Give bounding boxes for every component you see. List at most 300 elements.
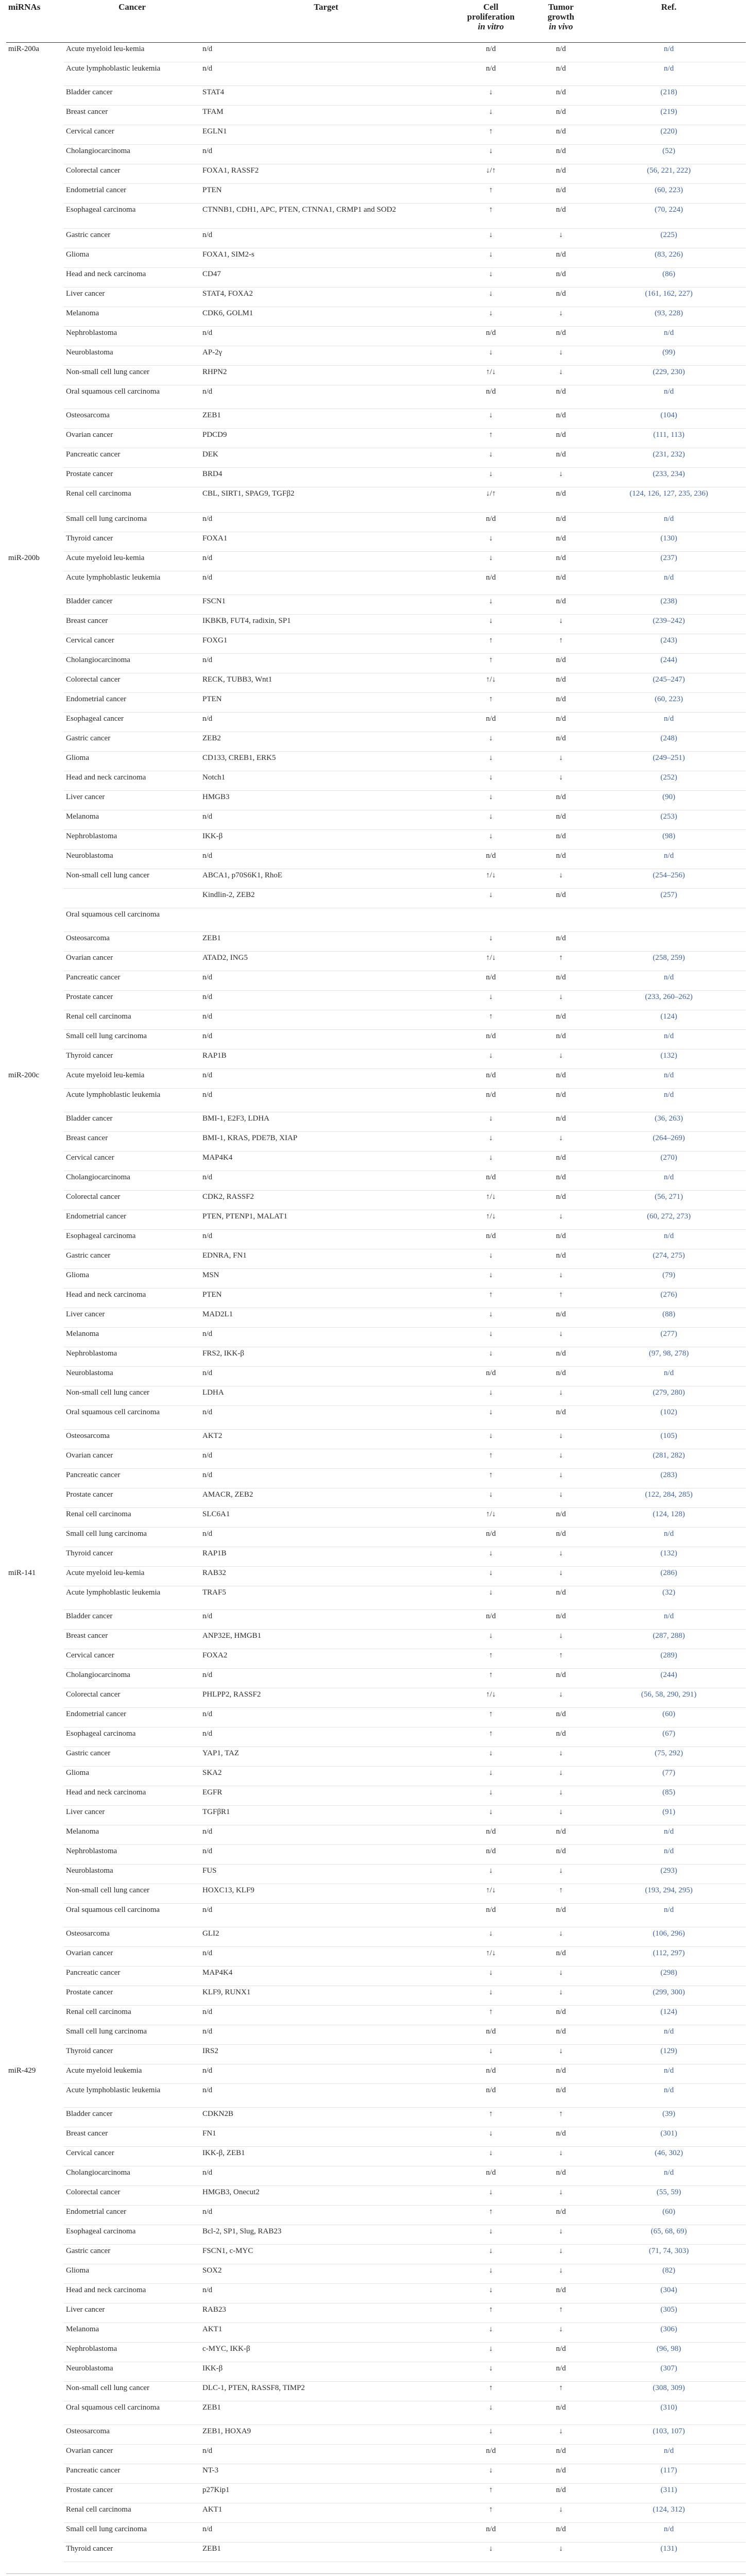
cell-mirna [6,1630,64,1649]
cell-tumor-growth: n/d [530,1825,592,1845]
cell-tumor-growth: ↑ [530,1289,592,1308]
cell-proliferation: ↑/↓ [452,1688,530,1708]
cell-proliferation: ↓ [452,1430,530,1449]
cell-target: PTEN, PTENP1, MALAT1 [200,1210,452,1230]
header-cell-proliferation [452,0,530,43]
cell-proliferation: ↑ [452,2382,530,2401]
cell-cancer: Osteosarcoma [64,932,200,952]
cell-mirna [6,1747,64,1767]
cell-cancer: Esophageal carcinoma [64,204,200,229]
table-row [6,2108,746,2127]
cell-ref: (98) [592,830,746,850]
table-row [6,1430,746,1449]
table-row [6,2523,746,2543]
cell-tumor-growth: n/d [530,571,592,595]
cell-target: RAP1B [200,1547,452,1567]
cell-target: n/d [200,2523,452,2543]
cell-ref: (193, 294, 295) [592,1884,746,1904]
table-row [6,595,746,615]
table-row [6,1708,746,1727]
cell-tumor-growth: n/d [530,1191,592,1210]
cell-cancer: Gastric cancer [64,2245,200,2264]
cell-ref: (220) [592,125,746,145]
cell-cancer: Acute lymphoblastic leukemia [64,1089,200,1112]
cell-tumor-growth: n/d [530,1610,592,1630]
cell-mirna [6,1210,64,1230]
cell-proliferation: ↓ [452,1308,530,1328]
cell-mirna [6,615,64,634]
cell-tumor-growth: n/d [530,971,592,991]
cell-tumor-growth: ↑ [530,2303,592,2323]
cell-mirna [6,1308,64,1328]
cell-mirna [6,468,64,487]
cell-tumor-growth: n/d [530,248,592,268]
cell-cancer: Small cell lung carcinoma [64,513,200,532]
cell-ref: n/d [592,1904,746,1927]
cell-cancer: Oral squamous cell carcinoma [64,1406,200,1430]
cell-target: CDKN2B [200,2108,452,2127]
table-row [6,1806,746,1825]
cell-target: ZEB1, HOXA9 [200,2425,452,2445]
cell-tumor-growth: ↓ [530,2186,592,2206]
cell-target: n/d [200,810,452,830]
cell-cancer: Oral squamous cell carcinoma [64,1904,200,1927]
cell-tumor-growth: n/d [530,2484,592,2503]
cell-cancer: Acute lymphoblastic leukemia [64,2084,200,2108]
table-row [6,2343,746,2362]
cell-mirna [6,2245,64,2264]
cell-cancer: Head and neck carcinoma [64,1289,200,1308]
table-row [6,2543,746,2562]
cell-tumor-growth: n/d [530,204,592,229]
cell-target: n/d [200,1367,452,1386]
cell-cancer: Liver cancer [64,791,200,810]
cell-cancer: Non-small cell lung cancer [64,1386,200,1406]
cell-tumor-growth: ↓ [530,771,592,791]
cell-target: TGFβR1 [200,1806,452,1825]
cell-cancer: Prostate cancer [64,1986,200,2006]
cell-target: n/d [200,971,452,991]
cell-cancer: Ovarian cancer [64,952,200,971]
cell-target: FUS [200,1865,452,1884]
cell-mirna [6,1406,64,1430]
cell-cancer: Pancreatic cancer [64,971,200,991]
cell-cancer: Cervical cancer [64,1151,200,1171]
cell-tumor-growth: n/d [530,2362,592,2382]
table-row [6,634,746,654]
cell-target: n/d [200,2084,452,2108]
header-prolif-line1: Cell [483,2,499,12]
cell-proliferation: ↑ [452,1649,530,1669]
cell-proliferation: n/d [452,1230,530,1249]
cell-ref: (60, 223) [592,184,746,204]
table-row [6,2425,746,2445]
cell-cancer: Non-small cell lung cancer [64,2382,200,2401]
cell-target: ZEB1 [200,2401,452,2425]
cell-mirna [6,1112,64,1132]
table-row [6,713,746,732]
cell-tumor-growth: ↓ [530,2264,592,2284]
table-row [6,850,746,869]
cell-proliferation: ↑ [452,1469,530,1488]
cell-ref: (36, 263) [592,1112,746,1132]
cell-ref: (233, 260–262) [592,991,746,1010]
cell-ref: (238) [592,595,746,615]
cell-tumor-growth: n/d [530,889,592,908]
cell-proliferation: ↑ [452,2503,530,2523]
cell-ref: (70, 224) [592,204,746,229]
cell-tumor-growth: n/d [530,1010,592,1030]
cell-proliferation: ↓ [452,2147,530,2166]
table-row [6,513,746,532]
cell-target: PHLPP2, RASSF2 [200,1688,452,1708]
cell-mirna [6,654,64,673]
cell-ref: (90) [592,791,746,810]
cell-proliferation: n/d [452,1171,530,1191]
cell-mirna [6,532,64,552]
cell-cancer: Pancreatic cancer [64,2464,200,2484]
cell-ref: (39) [592,2108,746,2127]
cell-ref: (75, 292) [592,1747,746,1767]
cell-mirna [6,2127,64,2147]
cell-target: ZEB1 [200,932,452,952]
cell-proliferation: n/d [452,1030,530,1049]
cell-mirna [6,2084,64,2108]
cell-mirna [6,952,64,971]
cell-tumor-growth: ↑ [530,952,592,971]
cell-cancer: Esophageal carcinoma [64,1727,200,1747]
table-row [6,1610,746,1630]
cell-target: KLF9, RUNX1 [200,1986,452,2006]
table-row [6,1488,746,1508]
cell-target: c-MYC, IKK-β [200,2343,452,2362]
cell-target: EDNRA, FN1 [200,1249,452,1269]
cell-ref: (99) [592,346,746,366]
cell-mirna [6,2025,64,2045]
table-row [6,1967,746,1986]
cell-target: n/d [200,1230,452,1249]
table-row [6,1469,746,1488]
table-row [6,1649,746,1669]
cell-mirna [6,810,64,830]
cell-mirna: miR-200b [8,553,40,562]
cell-target: MSN [200,1269,452,1289]
cell-cancer: Cholangiocarcinoma [64,1171,200,1191]
cell-tumor-growth: ↓ [530,1469,592,1488]
cell-proliferation: ↓ [452,287,530,307]
cell-target: IRS2 [200,2045,452,2064]
cell-ref: (257) [592,889,746,908]
cell-ref: n/d [592,1528,746,1547]
cell-cancer: Osteosarcoma [64,2425,200,2445]
cell-target: EGFR [200,1786,452,1806]
cell-proliferation: ↓ [452,145,530,164]
cell-target: n/d [200,1030,452,1049]
cell-proliferation: ↓ [452,615,530,634]
cell-proliferation: ↓ [452,106,530,125]
cell-tumor-growth [530,908,592,932]
cell-target: n/d [200,327,452,346]
cell-proliferation: ↓ [452,1567,530,1586]
table-row [6,1884,746,1904]
cell-ref: n/d [592,971,746,991]
table-row [6,1269,746,1289]
header-prolif-line3: in vitro [477,22,504,31]
cell-proliferation: ↑ [452,2206,530,2225]
cell-mirna [6,2425,64,2445]
table-row [6,307,746,327]
cell-cancer: Acute myeloid leu-kemia [64,43,200,62]
cell-target: Kindlin-2, ZEB2 [200,889,452,908]
cell-ref: (293) [592,1865,746,1884]
cell-cancer: Cholangiocarcinoma [64,2166,200,2186]
cell-target: SLC6A1 [200,1508,452,1528]
cell-tumor-growth: n/d [530,732,592,752]
cell-target: Notch1 [200,771,452,791]
cell-tumor-growth: n/d [530,448,592,468]
cell-cancer: Pancreatic cancer [64,1469,200,1488]
cell-mirna [6,409,64,429]
cell-cancer: Pancreatic cancer [64,1967,200,1986]
cell-cancer: Esophageal carcinoma [64,2225,200,2245]
cell-proliferation: ↑ [452,125,530,145]
cell-proliferation: n/d [452,385,530,409]
cell-ref: (239–242) [592,615,746,634]
table-row [6,1927,746,1947]
cell-target: n/d [200,229,452,248]
cell-target: MAD2L1 [200,1308,452,1328]
cell-ref: (124, 126, 127, 235, 236) [592,487,746,513]
cell-ref: n/d [592,513,746,532]
cell-mirna [6,693,64,713]
table-row [6,248,746,268]
cell-proliferation: ↓ [452,2323,530,2343]
cell-proliferation: ↓ [452,1132,530,1151]
cell-target: p27Kip1 [200,2484,452,2503]
cell-mirna [6,869,64,889]
cell-mirna [6,1967,64,1986]
cell-mirna [6,346,64,366]
cell-mirna [6,1469,64,1488]
cell-proliferation: n/d [452,1610,530,1630]
cell-ref: (274, 275) [592,1249,746,1269]
cell-cancer: Melanoma [64,2323,200,2343]
cell-proliferation: ↓ [452,1406,530,1430]
cell-target: PTEN [200,693,452,713]
cell-cancer: Thyroid cancer [64,2543,200,2562]
cell-proliferation: ↓ [452,2186,530,2206]
cell-target: AKT2 [200,1430,452,1449]
table-row [6,1230,746,1249]
cell-cancer: Osteosarcoma [64,409,200,429]
cell-ref: (245–247) [592,673,746,693]
cell-target: BMI-1, KRAS, PDE7B, XIAP [200,1132,452,1151]
cell-target: n/d [200,1845,452,1865]
cell-tumor-growth: ↓ [530,1865,592,1884]
cell-cancer: Glioma [64,1269,200,1289]
cell-mirna [6,385,64,409]
cell-ref: (105) [592,1430,746,1449]
cell-cancer: Thyroid cancer [64,1547,200,1567]
cell-tumor-growth: ↓ [530,346,592,366]
cell-ref: (253) [592,810,746,830]
cell-target: GLI2 [200,1927,452,1947]
cell-proliferation: ↓ [452,409,530,429]
cell-ref: (287, 288) [592,1630,746,1649]
cell-mirna [6,2543,64,2562]
cell-cancer: Ovarian cancer [64,429,200,448]
cell-ref: (96, 98) [592,2343,746,2362]
cell-target: AMACR, ZEB2 [200,1488,452,1508]
cell-mirna [6,908,64,932]
cell-tumor-growth: ↓ [530,1210,592,1230]
cell-cancer: Non-small cell lung cancer [64,1884,200,1904]
cell-mirna [6,1986,64,2006]
cell-ref: n/d [592,1030,746,1049]
cell-mirna [6,1845,64,1865]
cell-target: HOXC13, KLF9 [200,1884,452,1904]
cell-proliferation: ↓ [452,1386,530,1406]
cell-mirna [6,106,64,125]
cell-target: SKA2 [200,1767,452,1786]
cell-tumor-growth: n/d [530,2523,592,2543]
cell-target: CBL, SIRT1, SPAG9, TGFβ2 [200,487,452,513]
cell-target: n/d [200,2025,452,2045]
cell-proliferation: n/d [452,971,530,991]
cell-proliferation: n/d [452,2084,530,2108]
cell-ref: (97, 98, 278) [592,1347,746,1367]
table-row [6,2264,746,2284]
cell-ref: (244) [592,654,746,673]
cell-tumor-growth: ↓ [530,1449,592,1469]
cell-target: ABCA1, p70S6K1, RhoE [200,869,452,889]
cell-tumor-growth: ↓ [530,2245,592,2264]
cell-tumor-growth: n/d [530,125,592,145]
cell-target: DLC-1, PTEN, RASSF8, TIMP2 [200,2382,452,2401]
cell-tumor-growth: n/d [530,2206,592,2225]
cell-cancer: Breast cancer [64,615,200,634]
cell-proliferation: ↓ [452,791,530,810]
cell-proliferation: ↑ [452,1669,530,1688]
cell-target: MAP4K4 [200,1967,452,1986]
table-row [6,164,746,184]
cell-ref: (124) [592,1010,746,1030]
cell-mirna [6,2186,64,2206]
cell-ref: (112, 297) [592,1947,746,1967]
table-row [6,952,746,971]
table-row [6,145,746,164]
cell-mirna [6,1171,64,1191]
cell-ref: (106, 296) [592,1927,746,1947]
cell-tumor-growth: n/d [530,1151,592,1171]
table-row [6,693,746,713]
cell-proliferation: ↓ [452,810,530,830]
cell-target: n/d [200,2284,452,2303]
cell-target: RAB32 [200,1567,452,1586]
table-row [6,1528,746,1547]
cell-target: n/d [200,385,452,409]
cell-target: n/d [200,145,452,164]
cell-target: TRAF5 [200,1586,452,1610]
table-row [6,268,746,287]
cell-tumor-growth: n/d [530,2464,592,2484]
cell-ref: (301) [592,2127,746,2147]
table-row [6,2503,746,2523]
cell-ref: (86) [592,268,746,287]
cell-proliferation: n/d [452,2064,530,2084]
header-tumor-line2: growth [548,12,574,22]
cell-tumor-growth: n/d [530,1406,592,1430]
cell-tumor-growth: n/d [530,552,592,571]
cell-tumor-growth: n/d [530,1708,592,1727]
cell-proliferation: ↓ [452,1328,530,1347]
cell-tumor-growth: n/d [530,184,592,204]
cell-cancer: Bladder cancer [64,86,200,106]
cell-tumor-growth: ↓ [530,1688,592,1708]
cell-cancer: Endometrial cancer [64,2206,200,2225]
table-row [6,2206,746,2225]
cell-tumor-growth: ↓ [530,1269,592,1289]
cell-ref: (77) [592,1767,746,1786]
cell-tumor-growth: n/d [530,932,592,952]
table-row [6,43,746,62]
cell-ref: n/d [592,1845,746,1865]
table-row [6,1986,746,2006]
table-row [6,971,746,991]
cell-proliferation: ↑/↓ [452,952,530,971]
table-row [6,62,746,86]
cell-mirna [6,164,64,184]
cell-mirna [6,1947,64,1967]
cell-ref: n/d [592,1825,746,1845]
cell-tumor-growth: ↓ [530,1806,592,1825]
table-row [6,2006,746,2025]
cell-target: HMGB3 [200,791,452,810]
cell-proliferation: n/d [452,327,530,346]
cell-mirna [6,1328,64,1347]
cell-tumor-growth: n/d [530,429,592,448]
cell-ref: (122, 284, 285) [592,1488,746,1508]
table-row [6,1865,746,1884]
cell-cancer: Acute myeloid leu-kemia [64,1069,200,1089]
table-row [6,2045,746,2064]
cell-proliferation: ↑ [452,693,530,713]
table-row [6,1845,746,1865]
cell-tumor-growth: ↓ [530,1049,592,1069]
cell-target: PTEN [200,184,452,204]
cell-mirna [6,204,64,229]
cell-tumor-growth: n/d [530,2127,592,2147]
cell-ref: (111, 113) [592,429,746,448]
cell-mirna [6,673,64,693]
cell-proliferation: ↓ [452,1986,530,2006]
cell-ref: (85) [592,1786,746,1806]
cell-ref: (270) [592,1151,746,1171]
cell-proliferation: ↓ [452,1049,530,1069]
cell-proliferation: ↓ [452,771,530,791]
cell-tumor-growth: n/d [530,385,592,409]
cell-ref: n/d [592,327,746,346]
table-row [6,184,746,204]
table-row [6,2362,746,2382]
cell-mirna [6,1488,64,1508]
cell-cancer: Melanoma [64,1825,200,1845]
cell-tumor-growth: n/d [530,1727,592,1747]
cell-mirna [6,2264,64,2284]
cell-mirna [6,634,64,654]
cell-tumor-growth: n/d [530,164,592,184]
cell-target: BRD4 [200,468,452,487]
